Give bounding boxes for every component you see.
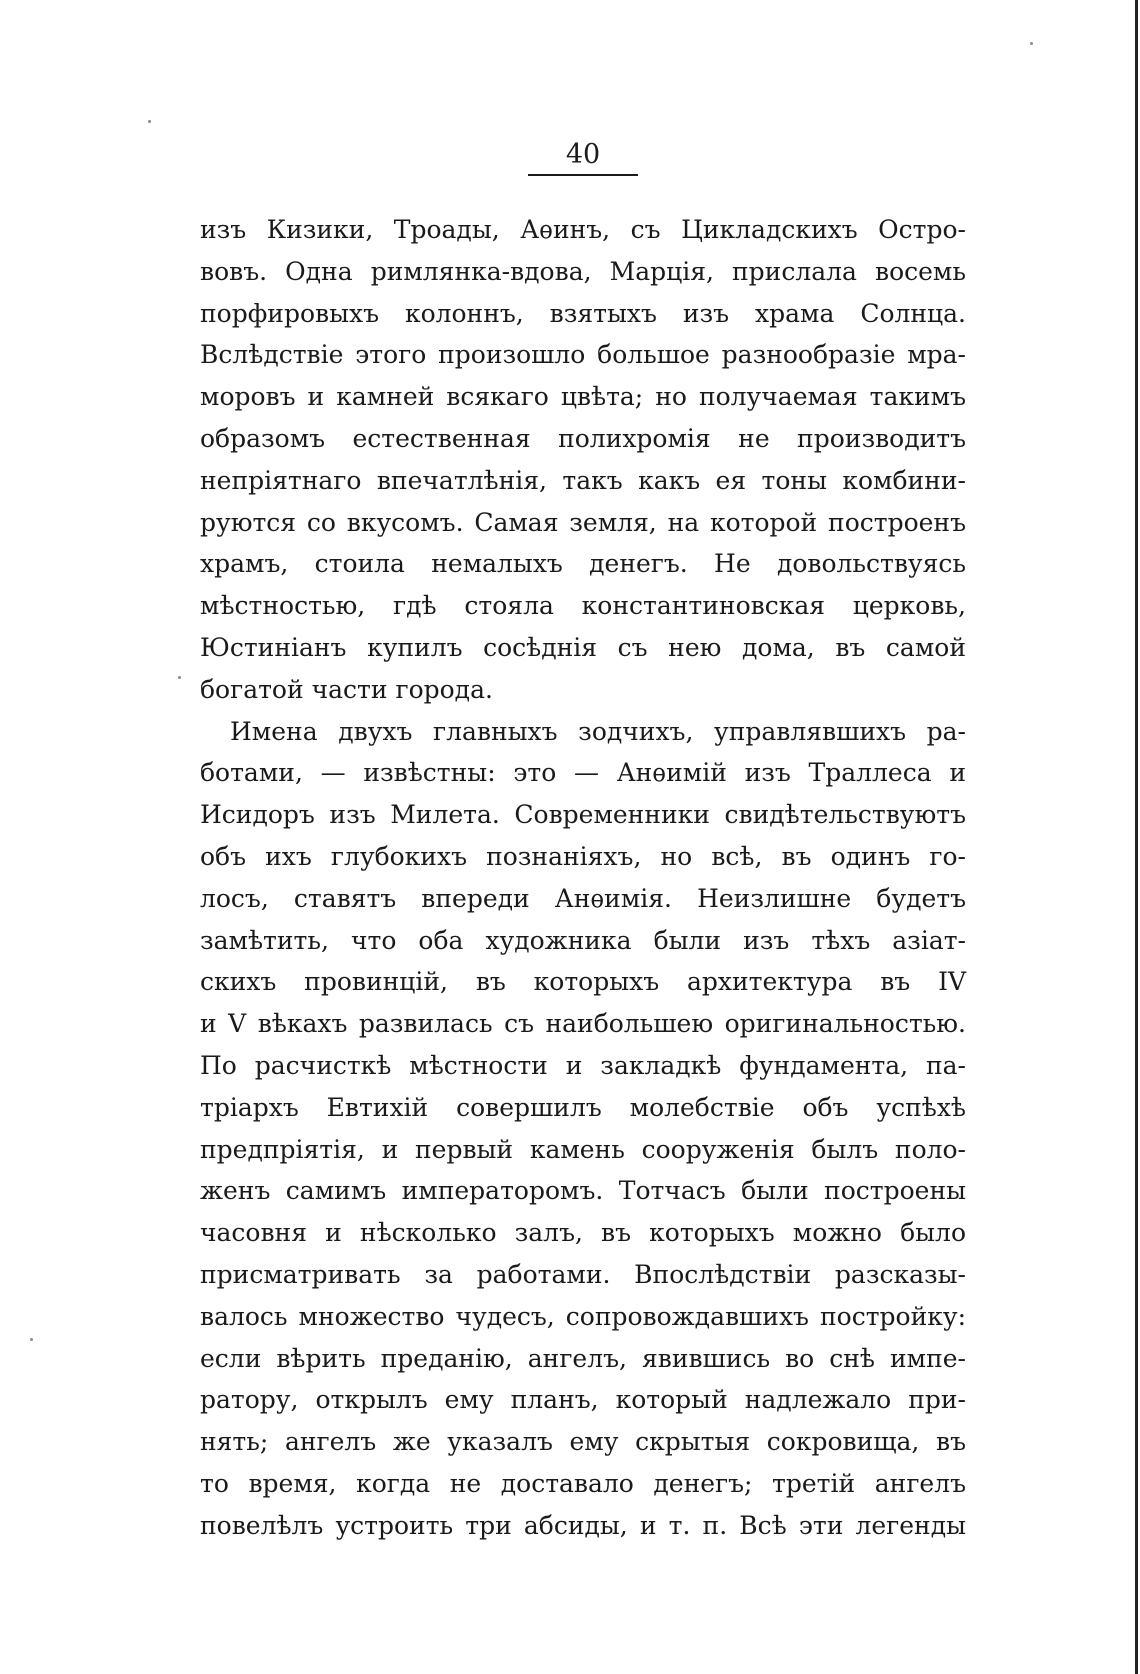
scan-speck <box>178 676 181 679</box>
body-text <box>200 209 966 1547</box>
text-line: нять; ангелъ же указалъ ему скрытыя сокровища, въ <box>200 1427 966 1457</box>
page-number-rule <box>528 174 638 176</box>
text-line: присматривать за работами. Впослѣдствіи разсказы- <box>200 1259 966 1289</box>
scan-edge-line <box>1135 0 1138 1674</box>
scan-speck <box>1030 42 1033 45</box>
text-line: объ ихъ глубокихъ познаніяхъ, но всѣ, въ одинъ го- <box>200 841 966 871</box>
text-line: валось множество чудесъ, сопровождавшихъ постройку: <box>200 1301 966 1331</box>
text-line: руются со вкусомъ. Самая земля, на которой построенъ <box>200 507 966 537</box>
text-line: и V вѣкахъ развилась съ наибольшею оригинальностью. <box>200 1009 966 1039</box>
text-line: Имена двухъ главныхъ зодчихъ, управлявшихъ ра- <box>230 716 966 746</box>
text-line: Исидоръ изъ Милета. Современники свидѣтельствуютъ <box>200 800 966 830</box>
text-line: изъ Кизики, Троады, Аѳинъ, съ Цикладскихъ Остро- <box>200 215 966 244</box>
text-line: мѣстностью, гдѣ стояла константиновская церковь, <box>200 591 966 621</box>
text-line: богатой части города. <box>200 674 493 704</box>
text-line: лосъ, ставятъ впереди Анѳимія. Неизлишне будетъ <box>200 883 966 913</box>
text-line: скихъ провинцій, въ которыхъ архитектура въ IV <box>200 967 966 997</box>
text-line: если вѣрить преданію, ангелъ, явившись во снѣ импе- <box>200 1343 966 1373</box>
text-line: непріятнаго впечатлѣнія, такъ какъ ея тоны комбини- <box>200 465 966 495</box>
scan-speck <box>30 1338 33 1341</box>
text-line: ботами, — извѣстны: это — Анѳимій изъ Траллеса и <box>200 758 966 788</box>
paragraph <box>200 711 966 1547</box>
text-line: образомъ естественная полихромія не производитъ <box>200 423 966 453</box>
text-line: женъ самимъ императоромъ. Тотчасъ были построены <box>200 1176 966 1206</box>
text-line: замѣтить, что оба художника были изъ тѣхъ азіат- <box>200 925 966 955</box>
text-line: то время, когда не доставало денегъ; третій ангелъ <box>200 1468 966 1498</box>
text-line: порфировыхъ колоннъ, взятыхъ изъ храма Солнца. <box>200 298 966 328</box>
text-line: часовня и нѣсколько залъ, въ которыхъ можно было <box>200 1218 966 1248</box>
text-line: предпріятія, и первый камень сооруженія былъ поло- <box>200 1134 966 1164</box>
text-line: Вслѣдствіе этого произошло большое разнообразіе мра- <box>200 340 966 370</box>
text-line: вовъ. Одна римлянка-вдова, Марція, прислала восемь <box>200 256 966 286</box>
text-line: храмъ, стоила немалыхъ денегъ. Не довольствуясь <box>200 549 966 579</box>
page-number: 40 <box>565 139 601 170</box>
paragraph <box>200 209 966 711</box>
text-line: Юстиніанъ купилъ сосѣднія съ нею дома, въ самой <box>200 632 966 662</box>
text-line: тріархъ Евтихій совершилъ молебствіе объ успѣхѣ <box>200 1092 966 1122</box>
text-line: повелѣлъ устроить три абсиды, и т. п. Всѣ эти легенды <box>200 1510 966 1540</box>
scan-speck <box>148 120 151 123</box>
text-line: моровъ и камней всякаго цвѣта; но получаемая такимъ <box>200 382 966 412</box>
text-line: ратору, открылъ ему планъ, который надлежало при- <box>200 1385 966 1415</box>
text-line: По расчисткѣ мѣстности и закладкѣ фундамента, па- <box>200 1050 966 1080</box>
